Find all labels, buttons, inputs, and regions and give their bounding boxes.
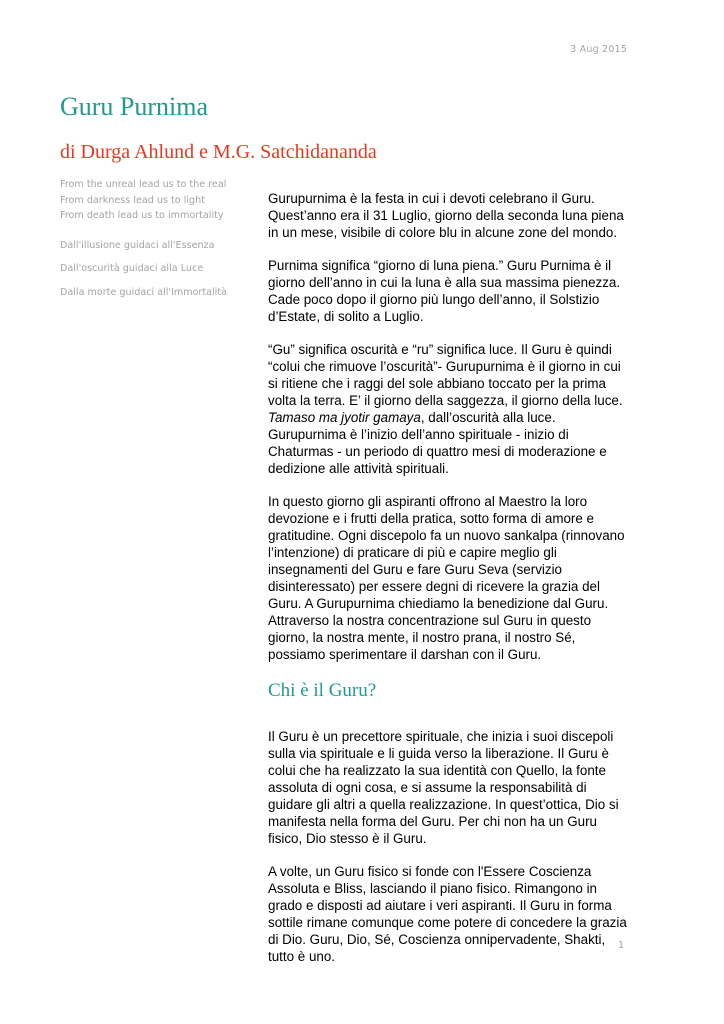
paragraph-text: , dall’oscurità alla luce. Gurupurnima è l’inizio dell’anno spirituale - inizio di Chaturmas - un periodo di quattro mesi di moderazione e dedizione alle attività spirituali. xyxy=(268,410,607,476)
paragraph: Purnima significa “giorno di luna piena.” Guru Purnima è il giorno dell’anno in cui la luna è alla sua massima pienezza. Cade poco dopo il giorno più lungo dell’anno, il Solstizio d’Estate, di solito a Luglio. xyxy=(268,258,621,324)
post-date: 3 Aug 2015 xyxy=(570,44,627,55)
sanskrit-phrase: Tamaso ma jyotir gamaya xyxy=(268,410,421,425)
article-body xyxy=(268,190,628,981)
mantra-line: Dall'illusione guidaci all'Essenza xyxy=(60,239,215,251)
mantra-english xyxy=(60,177,250,224)
mantra-line: Dall'oscurità guidaci alla Luce xyxy=(60,263,204,274)
page-title: Guru Purnima xyxy=(60,92,209,121)
mantra-line: From the unreal lead us to the real xyxy=(60,179,227,190)
page-subtitle: di Durga Ahlund e M.G. Satchidananda xyxy=(60,141,377,163)
page-number: 1 xyxy=(617,940,624,951)
paragraph xyxy=(268,341,628,477)
paragraph: Il Guru è un precettore spirituale, che inizia i suoi discepoli sulla via spirituale e li guida verso la liberazione. Il Guru è colui che ha realizzato la sua identità con Quello, la fonte assoluta di ogni cosa, e si assume la responsabilità di guidare gli altri a quella realizzazione. In quest’ottica, Dio si manifesta nella forma del Guru. Per chi non ha un Guru fisico, Dio stesso è il Guru. xyxy=(268,729,619,846)
paragraph: Gurupurnima è la festa in cui i devoti celebrano il Guru. Quest’anno era il 31 Luglio, giorno della seconda luna piena in un mese, visibile di colore blu in alcune zone del mondo. xyxy=(268,191,624,240)
paragraph: A volte, un Guru fisico si fonde con l'Essere Coscienza Assoluta e Bliss, lasciando il piano fisico. Rimangono in grado e disposti ad aiutare i veri aspiranti. Il Guru in forma sottile rimane comunque come potere di concedere la grazia di Dio. Guru, Dio, Sé, Coscienza onnipervadente, Shakti, tutto è uno. xyxy=(268,864,627,964)
mantra-line: From darkness lead us to light xyxy=(60,194,205,206)
paragraph-text: “Gu” significa oscurità e “ru” significa luce. Il Guru è quindi “colui che rimuove l’oscurità”- Gurupurnima è il giorno in cui si ritiene che i raggi del sole abbiano toccato per la prima volta la terra. E’ il giorno della saggezza, il giorno della luce. xyxy=(268,342,623,408)
mantra-line: From death lead us to immortality xyxy=(60,210,224,221)
mantra-sidebar xyxy=(60,177,250,308)
paragraph: In questo giorno gli aspiranti offrono al Maestro la loro devozione e i frutti della pratica, sotto forma di amore e gratitudine. Ogni discepolo fa un nuovo sankalpa (rinnovano l’intenzione) di praticare di più e capire meglio gli insegnamenti del Guru e fare Guru Seva (servizio disinteressato) per essere degni di ricevere la grazia del Guru. A Gurupurnima chiediamo la benedizione dal Guru. Attraverso la nostra concentrazione sul Guru in questo giorno, la nostra mente, il nostro prana, il nostro Sé, possiamo sperimentare il darshan con il Guru. xyxy=(268,494,625,662)
section-heading: Chi è il Guru? xyxy=(268,680,377,701)
mantra-italian xyxy=(60,238,250,301)
mantra-line: Dalla morte guidaci all'Immortalità xyxy=(60,286,227,298)
